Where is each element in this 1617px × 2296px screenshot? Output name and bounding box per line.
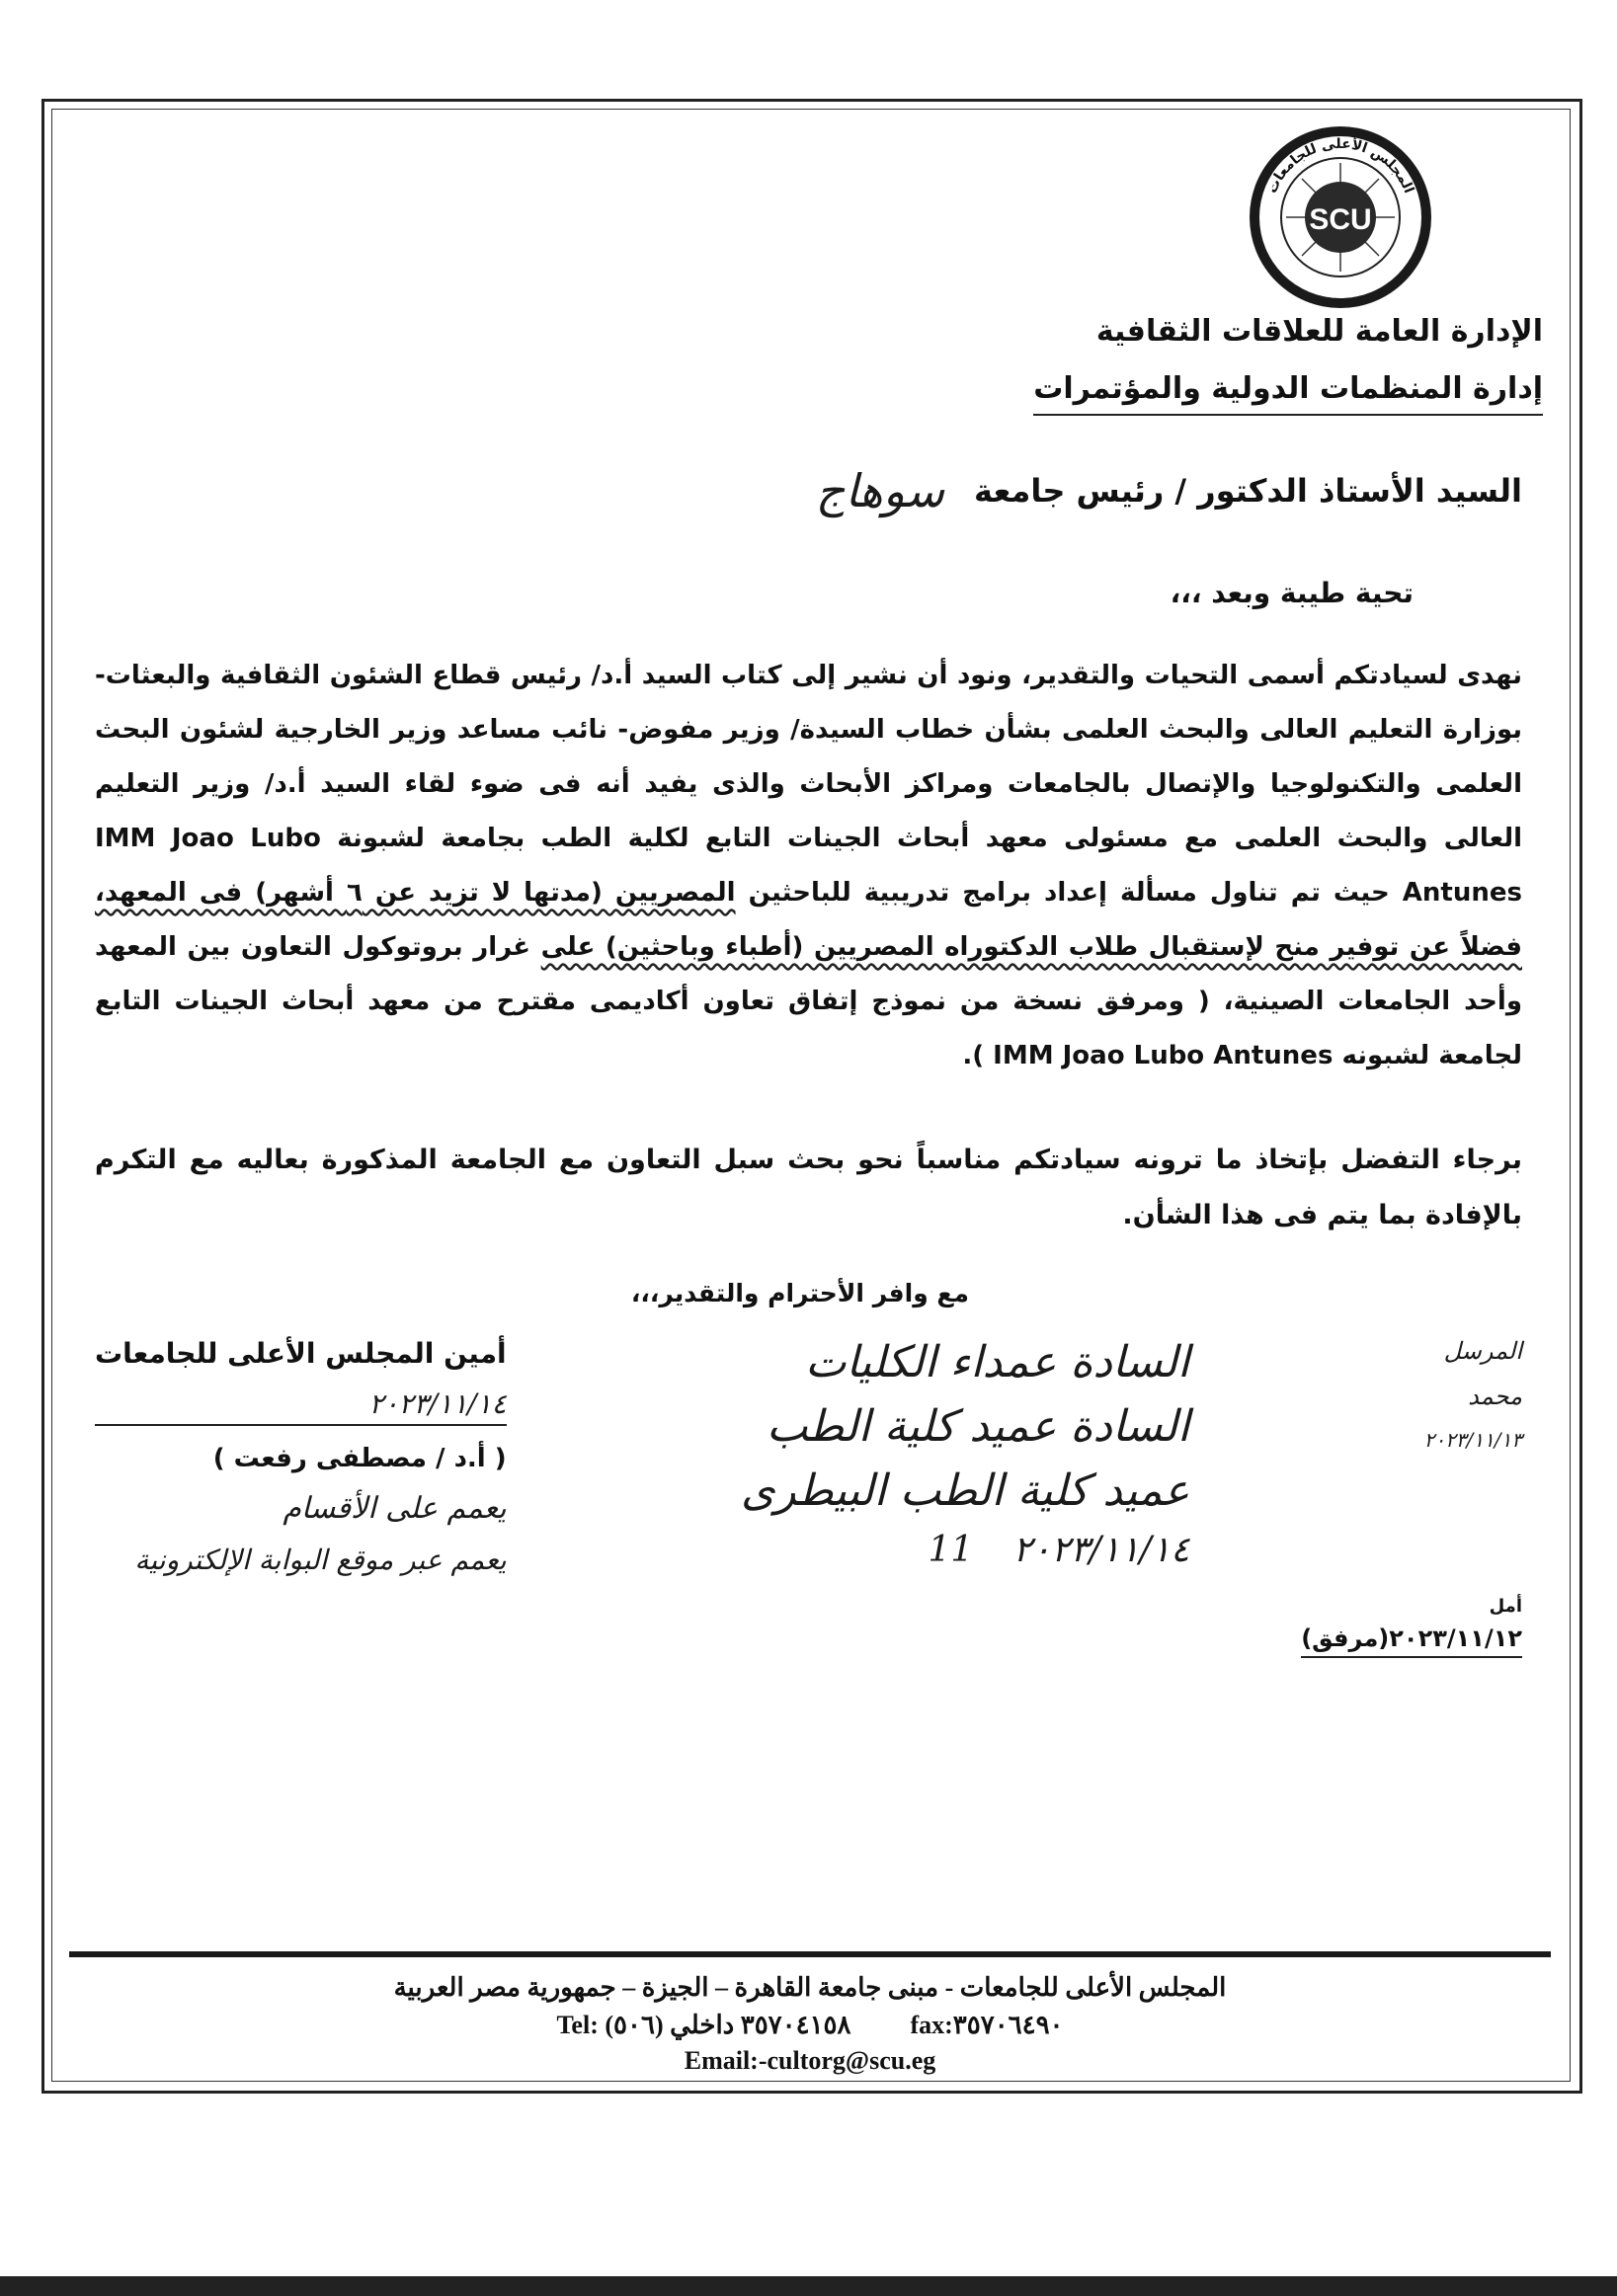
logo-arabic-text: المجلس الأعلى للجامعات xyxy=(1263,135,1417,197)
body-line: نهدى لسيادتكم أسمى التحيات والتقدير، ونود أن نشير إلى كتاب السيد أ.د/ رئيس قطاع الشئون الثقافية والبعثات- بوزارة التعليم xyxy=(95,661,1523,745)
handwritten-stamp-date: ٢٠٢٣/١١/١٤ xyxy=(1012,1530,1190,1570)
margin-note xyxy=(1424,1337,1522,1576)
handwritten-university: سوهاج xyxy=(815,464,945,517)
reference-row xyxy=(95,1624,1522,1658)
logo-english-text: SUPREME COUNCIL OF UNIVERSITIES xyxy=(1266,235,1415,302)
logo-initials: SCU xyxy=(1309,203,1372,236)
recipient-title: السيد الأستاذ الدكتور / رئيس جامعة xyxy=(974,472,1522,510)
reference-initials: أمل xyxy=(1489,1596,1522,1617)
body-line: بالجامعات ومراكز الأبحاث والذى يفيد أنه فى ضوء لقاء السيد أ.د/ وزير التعليم العالى والبحث العلمى مع مسئولى معهد أبحاث xyxy=(95,769,1522,853)
margin-note-date: ٢٠٢٣/١١/١٣ xyxy=(1423,1428,1522,1452)
sub-department-name: إدارة المنظمات الدولية والمؤتمرات xyxy=(1033,371,1543,416)
body-line: الجينات التابع لكلية الطب بجامعة لشبونة IMM Joao Lubo Antunes حيث تم تناول مسألة إعداد برامج تدريبية للباحثين xyxy=(95,824,1522,908)
body-line: المصريين (مدتها لا تزيد عن ٦ أشهر) فى المعهد، فضلاً عن توفير منح لإستقبال طلاب الدكتوراه المصريين (أطباء وباحثين) على xyxy=(95,878,1522,962)
signatory-title: أمين المجلس الأعلى للجامعات xyxy=(95,1337,507,1370)
request-line: بالإفادة بما يتم فى هذا الشأن. xyxy=(1122,1200,1522,1230)
department-name: الإدارة العامة للعلاقات الثقافية xyxy=(1095,314,1543,349)
handwritten-left-note: يعمم عبر موقع البوابة الإلكترونية xyxy=(134,1544,507,1576)
letter-content xyxy=(95,464,1522,1658)
signatory-name: ( أ.د / مصطفى رفعت ) xyxy=(212,1444,507,1473)
footer-tel: Tel: ٣٥٧٠٤١٥٨ داخلي (٥٠٦) xyxy=(556,2011,851,2039)
margin-note-line: المرسل xyxy=(1443,1337,1522,1365)
body-paragraph xyxy=(95,649,1522,1083)
handwritten-mark: 11 xyxy=(928,1530,974,1570)
handwritten-annotation: عميد كلية الطب البيطرى xyxy=(740,1465,1190,1516)
request-line: برجاء التفضل بإتخاذ ما ترونه سيادتكم مناسباً نحو بحث سبل التعاون مع الجامعة المذكورة بعاليه مع التكرم xyxy=(95,1145,1522,1175)
greeting: تحية طيبة وبعد ،،، xyxy=(1170,577,1414,609)
footer-address: المجلس الأعلى للجامعات - مبنى جامعة القاهرة – الجيزة – جمهورية مصر العربية xyxy=(393,1973,1227,2002)
handwritten-stamp-row xyxy=(741,1530,1189,1570)
footer-divider xyxy=(69,1951,1551,1957)
handwritten-annotation: السادة عميد كلية الطب xyxy=(767,1401,1190,1452)
request-paragraph xyxy=(95,1133,1522,1243)
body-line: العالى والبحث العلمى بشأن خطاب السيدة/ وزير مفوض- نائب مساعد وزير الخارجية لشئون البحث العلمى والتكنولوجيا والإتصال xyxy=(95,715,1522,799)
handwritten-signature-date: ٢٠٢٣/١١/١٤ xyxy=(95,1387,507,1426)
recipient-row xyxy=(95,464,1522,517)
footer-fax: fax:٣٥٧٠٦٤٩٠ xyxy=(910,2011,1064,2039)
scu-logo xyxy=(1242,119,1439,316)
body-line: غرار بروتوكول التعاون بين المعهد وأحد الجامعات الصينية، ( ومرفق نسخة من نموذج إتفاق تعاون أكاديمى مقترح من معهد أبحاث xyxy=(95,932,1522,1016)
handwritten-annotation: السادة عمداء الكليات xyxy=(805,1337,1190,1387)
signatory-block xyxy=(95,1337,507,1576)
handwritten-annotations xyxy=(741,1337,1189,1576)
handwritten-left-note: يعمم على الأقسام xyxy=(283,1491,507,1526)
scan-edge xyxy=(0,2276,1617,2296)
margin-note-line: محمد xyxy=(1468,1383,1522,1410)
reference-date: ٢٠٢٣/١١/١٢(مرفق) xyxy=(1301,1624,1522,1658)
footer-email[interactable]: Email:-cultorg@scu.eg xyxy=(684,2046,936,2075)
body-line: الجينات التابع لجامعة لشبونه IMM Joao Lubo Antunes ). xyxy=(95,987,1522,1070)
signature-area xyxy=(95,1337,1522,1576)
closing: مع وافر الأحترام والتقدير،،، xyxy=(630,1279,969,1307)
